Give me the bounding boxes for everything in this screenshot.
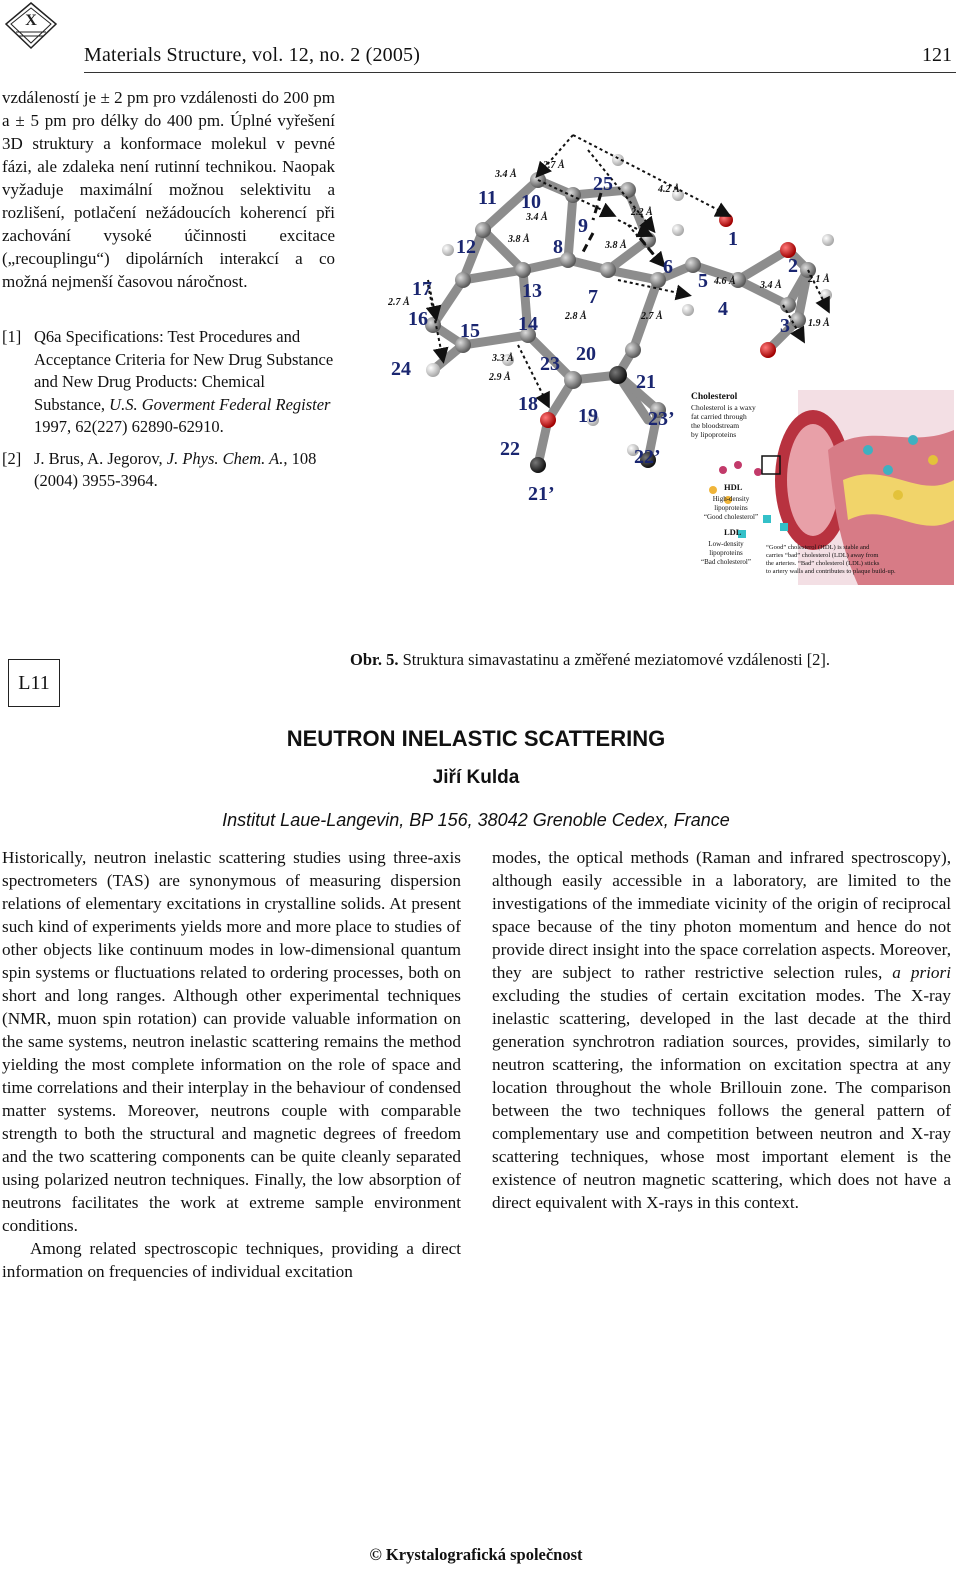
atom-label: 2 bbox=[788, 255, 798, 277]
page-footer: © Krystalografická společnost bbox=[369, 1545, 583, 1564]
inset-note-line: “Good” cholesterol (HDL) is stable and bbox=[766, 544, 870, 551]
inset-note-line: to artery walls and contributes to plaque build-up. bbox=[766, 568, 896, 575]
distance-label: 2.7 Å bbox=[543, 160, 565, 171]
atom-label: 11 bbox=[478, 187, 497, 209]
atom-label: 15 bbox=[460, 320, 480, 342]
inline-text: a priori bbox=[892, 963, 951, 982]
reference-text bbox=[34, 326, 335, 439]
society-logo bbox=[4, 2, 58, 52]
inset-line: fat carried through bbox=[691, 412, 747, 421]
figure-caption bbox=[350, 650, 830, 670]
inset-line: the bloodstream bbox=[691, 421, 740, 430]
distance-label: 3.8 Å bbox=[508, 234, 530, 245]
inset-line: Cholesterol is a waxy bbox=[691, 403, 756, 412]
atom-label: 16 bbox=[408, 308, 428, 330]
body-column-left bbox=[2, 846, 461, 1283]
inset-note-line: the arteries. “Bad” cholesterol (LDL) sticks bbox=[766, 560, 880, 567]
inline-text: , 108 (2004) 3955-3964. bbox=[34, 448, 317, 490]
inset-line: lipoproteins bbox=[709, 549, 743, 557]
abstract-badge: L11 bbox=[8, 659, 60, 707]
inset-line: Low-density bbox=[708, 540, 744, 548]
inset-note-line: carries “bad” cholesterol (LDL) away from bbox=[766, 552, 879, 559]
reference-list bbox=[2, 326, 335, 502]
atom-label: 21’ bbox=[528, 483, 555, 505]
atom-label: 6 bbox=[663, 256, 673, 278]
atom-label: 10 bbox=[521, 191, 541, 213]
continued-paragraph bbox=[2, 86, 335, 293]
article-affiliation: Institut Laue-Langevin, BP 156, 38042 Grenoble Cedex, France bbox=[222, 810, 730, 830]
atom-label: 21 bbox=[636, 371, 656, 393]
article-author: Jiří Kulda bbox=[432, 767, 520, 788]
distance-label: 1.9 Å bbox=[808, 318, 830, 329]
atom-label: 14 bbox=[518, 313, 538, 335]
inline-text: modes, the optical methods (Raman and infrared spectroscopy), although easily accessible in a laboratory, are limited to the investigations of the immediate vicinity of the origin of reciprocal space because of the tiny photon momentum and hence do not provide direct insight into the space correlation aspects. Moreover, they are subject to rather restrictive selection rules, bbox=[492, 848, 951, 982]
atom-label: 13 bbox=[522, 280, 542, 302]
reference-text bbox=[34, 448, 335, 493]
distance-label: 2.2 Å bbox=[631, 207, 653, 218]
article-title: NEUTRON INELASTIC SCATTERING bbox=[286, 726, 666, 751]
distance-label: 3.4 Å bbox=[495, 169, 517, 180]
hdl-title: HDL bbox=[724, 482, 743, 492]
atom-label: 1 bbox=[728, 228, 738, 250]
distance-label: 2.7 Å bbox=[641, 311, 663, 322]
distance-label: 3.4 Å bbox=[526, 212, 548, 223]
atom-label: 17 bbox=[412, 278, 432, 300]
distance-label: 3.4 Å bbox=[760, 280, 782, 291]
distance-label: 2.7 Å bbox=[388, 297, 410, 308]
atom-label: 23’ bbox=[648, 408, 675, 430]
distance-label: 2.8 Å bbox=[565, 311, 587, 322]
inline-text: 1997, 62(227) 62890-62910. bbox=[34, 417, 224, 436]
distance-label: 3.3 Å bbox=[492, 353, 514, 364]
atom-label: 22’ bbox=[634, 446, 661, 468]
atom-label: 4 bbox=[718, 298, 728, 320]
atom-label: 24 bbox=[391, 358, 411, 380]
bond-network bbox=[433, 180, 808, 465]
inset-line: “Bad cholesterol” bbox=[701, 558, 751, 566]
atom-label: 3 bbox=[780, 315, 790, 337]
inline-text: excluding the studies of certain excitation modes. The X-ray inelastic scattering, developed in the last decade at the third generation synchrotron radiation sources, provides, similarly to neutron scattering, the information on excitation spectra at any location throughout the whole Brillouin zone. The comparison between the two techniques follows the general pattern of complementary use and competition between neutron and X-ray scattering techniques, whose most important element is the existence of neutron magnetic scattering, which does not have a direct equivalent with X-rays in this context. bbox=[492, 986, 951, 1212]
atom-label: 18 bbox=[518, 393, 538, 415]
svg-text:X: X bbox=[25, 12, 37, 29]
body-paragraph bbox=[492, 846, 951, 1214]
distance-label: 4.6 Å bbox=[714, 276, 736, 287]
atom-label: 25 bbox=[593, 173, 613, 195]
body-paragraph: Historically, neutron inelastic scattering studies using three-axis spectrometers (TAS) are synonymous of measuring dispersion relations of elementary excitations in crystalline solids. At present such kind of experiments yields more and more place to studies of other objects like continuum modes in low-dimensional quantum spin systems or fluctuations related to ordering processes, both on short and long ranges. Although other experimental techniques (NMR, muon spin rotation) can provide valuable information on the same systems, neutron inelastic scattering remains the method yielding the most complete information on the role of space and time correlations and their interplay in the behaviour of condensed matter systems. Moreover, neutrons couple with comparable strength to both the structural and magnetic degrees of freedom and the two scattering components can be quite cleanly separated using polarized neutron techniques. Finally, the low absorption of neutrons facilitates the work at extreme sample environment conditions. bbox=[2, 848, 461, 1235]
atom-label: 8 bbox=[553, 236, 563, 258]
intro-text: vzdáleností je ± 2 pm pro vzdálenosti do 200 pm a ± 5 pm pro délky do 400 pm. Úplné vyřešení 3D struktury a konformace molekul v pevné fázi, ale zdaleka není rutinní technikou. Naopak vyžaduje maximální možnou selektivitu a rozlišení, potlačení nežádoucích koherencí při zachování vysoké účinnosti excitace („recouplingu“) dipolárních interakcí a co možná nejmenší časovou náročnost. bbox=[2, 88, 335, 291]
inline-text: U.S. Goverment Federal Register bbox=[109, 394, 331, 414]
reference-number: [2] bbox=[2, 448, 22, 468]
inset-line: “Good cholesterol” bbox=[703, 513, 759, 521]
distance-label: 4.2 Å bbox=[658, 184, 680, 195]
body-column-right bbox=[492, 846, 951, 1214]
caption-text: Struktura simavastatinu a změřené meziatomové vzdálenosti [2]. bbox=[398, 650, 831, 669]
inline-text: J. Phys. Chem. A. bbox=[166, 448, 284, 468]
page-number: 121 bbox=[922, 44, 952, 66]
journal-header: Materials Structure, vol. 12, no. 2 (2005) bbox=[84, 44, 421, 66]
caption-label: Obr. 5. bbox=[350, 650, 399, 669]
reference-item bbox=[2, 448, 335, 493]
distance-label: 3.8 Å bbox=[605, 240, 627, 251]
reference-number: [1] bbox=[2, 327, 22, 346]
atom-label: 5 bbox=[698, 270, 708, 292]
inset-line: lipoproteins bbox=[714, 504, 748, 512]
inset-line: by lipoproteins bbox=[691, 430, 737, 439]
reference-item bbox=[2, 326, 335, 439]
atom-label: 12 bbox=[456, 236, 476, 258]
header-rule bbox=[84, 72, 956, 73]
cholesterol-title: Cholesterol bbox=[691, 392, 738, 402]
inline-text: J. Brus, A. Jegorov, bbox=[34, 448, 167, 468]
molecule-figure bbox=[388, 120, 954, 585]
ldl-title: LDL bbox=[724, 527, 742, 537]
atom-label: 23 bbox=[540, 353, 560, 375]
distance-label: 2.1 Å bbox=[808, 274, 830, 285]
inset-line: High-density bbox=[712, 495, 750, 503]
atom-label: 20 bbox=[576, 343, 596, 365]
atom-label: 19 bbox=[578, 405, 598, 427]
distance-label: 2.9 Å bbox=[489, 372, 511, 383]
body-paragraph: Among related spectroscopic techniques, providing a direct information on frequencies of individual excitation bbox=[2, 1239, 461, 1281]
atom-label: 9 bbox=[578, 215, 588, 237]
atom-label: 22 bbox=[500, 438, 520, 460]
atom-label: 7 bbox=[588, 286, 598, 308]
inline-text: Q6a Specifications: Test Procedures and Acceptance Criteria for New Drug Substance and New Drug Products: Chemical Substance, bbox=[34, 327, 334, 414]
